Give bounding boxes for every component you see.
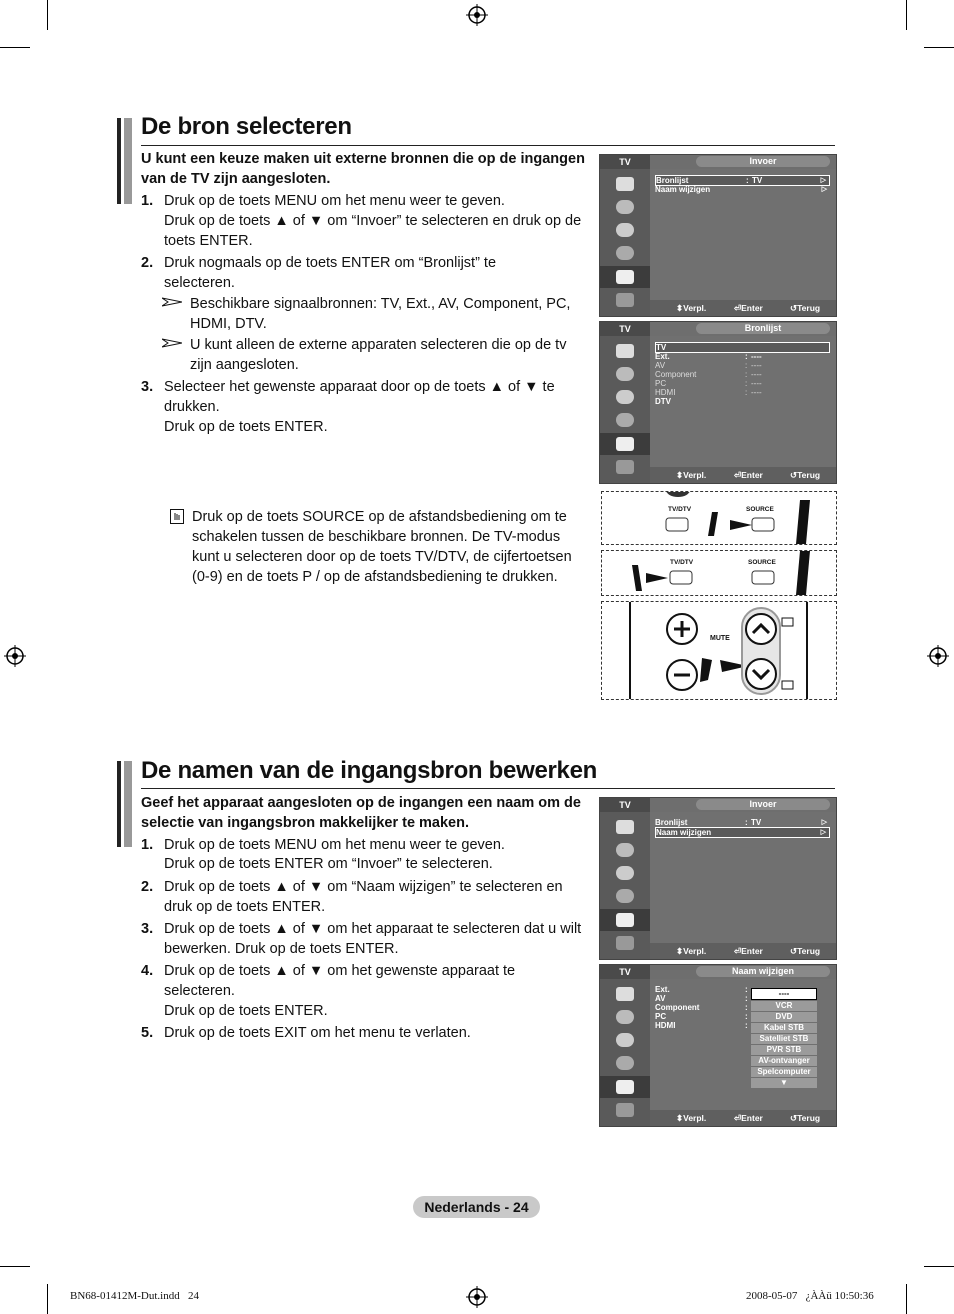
note-text: U kunt alleen de externe apparaten selecteren die op de tv zijn aangesloten. [190, 337, 567, 373]
step-line: Druk op de toets ENTER. [164, 419, 328, 435]
step-number: 4. [141, 963, 154, 979]
application-icon [616, 460, 634, 474]
osd-row[interactable]: TV [655, 342, 830, 353]
dropdown-option[interactable]: Kabel STB [751, 1023, 817, 1033]
step-number: 2. [141, 255, 154, 271]
source-label: SOURCE [748, 559, 776, 566]
mute-label: MUTE [710, 635, 730, 642]
channel-icon [616, 1033, 634, 1047]
osd-row[interactable]: Bronlijst : TV ▷ [655, 818, 827, 827]
osd-title: Invoer [696, 799, 830, 810]
section-intro: Geef het apparaat aangesloten op de ingangen een naam om de selectie van ingangsbron makkelijker te maken. [141, 795, 581, 831]
sound-icon [616, 843, 634, 857]
section-title: De namen van de ingangsbron bewerken [141, 757, 597, 784]
sound-icon [616, 1010, 634, 1024]
sound-icon [616, 367, 634, 381]
print-footer-right: 2008-05-07 ¿ÀÀü 10:50:36 [746, 1290, 874, 1302]
step-line: Druk op de toets ▲ of ▼ om “Invoer” te selecteren en druk op de toets ENTER. [164, 213, 582, 249]
note-arrow-icon [162, 297, 182, 307]
name-dropdown[interactable] [751, 988, 817, 1089]
osd-row[interactable]: HDMI : ---- [655, 388, 762, 397]
osd-sidebar [600, 336, 650, 483]
section-bar [124, 761, 132, 847]
picture-icon [616, 344, 634, 358]
source-label: SOURCE [746, 506, 774, 513]
osd-tv-tab: TV [600, 798, 650, 812]
remote-source-illustration [602, 492, 836, 544]
registration-mark-icon [466, 4, 488, 26]
osd-row[interactable]: Naam wijzigen ▷ [655, 827, 830, 838]
channel-icon [616, 223, 634, 237]
input-icon [616, 437, 634, 451]
step-number: 1. [141, 193, 154, 209]
osd-tv-tab: TV [600, 965, 650, 979]
setup-icon [616, 889, 634, 903]
picture-icon [616, 987, 634, 1001]
section-title: De bron selecteren [141, 113, 352, 140]
registration-mark-icon [927, 645, 949, 667]
osd-screen-naam-wijzigen [599, 964, 837, 1127]
application-icon [616, 293, 634, 307]
remote-channel-illustration [602, 602, 836, 699]
section-bar [117, 118, 121, 204]
application-icon [616, 1103, 634, 1117]
step-number: 3. [141, 921, 154, 937]
page-number: Nederlands - 24 [413, 1196, 540, 1218]
step-line: Druk op de toets ▲ of ▼ om het apparaat te selecteren dat u wilt bewerken. Druk op de toets ENTER. [164, 921, 582, 957]
osd-row[interactable]: AV : [655, 994, 748, 1003]
remote-illustration [601, 550, 837, 596]
tvdtv-label: TV/DTV [668, 506, 692, 513]
print-footer-left: BN68-01412M-Dut.indd 24 [70, 1290, 199, 1302]
osd-row[interactable]: DTV [655, 397, 671, 406]
dropdown-option[interactable]: DVD [751, 1012, 817, 1022]
osd-row[interactable]: Component : [655, 1003, 748, 1012]
osd-row[interactable]: HDMI : [655, 1021, 748, 1030]
osd-row[interactable]: Bronlijst : TV ▷ [655, 175, 830, 186]
remote-illustration [601, 601, 837, 700]
picture-icon [616, 177, 634, 191]
osd-footer: ⬍ Verpl. ⏎ Enter ↺ Terug [650, 1110, 836, 1126]
picture-icon [616, 820, 634, 834]
note-arrow-icon [162, 338, 182, 348]
step-line: Druk op de toets ▲ of ▼ om “Naam wijzigen” te selecteren en druk op de toets ENTER. [164, 879, 563, 915]
step-line: Druk op de toets EXIT om het menu te verlaten. [164, 1025, 471, 1041]
osd-row[interactable]: AV : ---- [655, 361, 762, 370]
registration-mark-icon [466, 1286, 488, 1308]
dropdown-option[interactable]: Satelliet STB [751, 1034, 817, 1044]
dropdown-option[interactable]: AV-ontvanger [751, 1056, 817, 1066]
section-bar [124, 118, 132, 204]
osd-row[interactable]: PC : ---- [655, 379, 762, 388]
osd-row[interactable]: Ext. : [655, 985, 748, 994]
step-line: Selecteer het gewenste apparaat door op de toets ▲ of ▼ te drukken. [164, 379, 555, 415]
osd-footer: ⬍ Verpl. ⏎ Enter ↺ Terug [650, 467, 836, 483]
osd-title: Naam wijzigen [696, 966, 830, 977]
step-number: 1. [141, 837, 154, 853]
step-number: 5. [141, 1025, 154, 1041]
channel-icon [616, 866, 634, 880]
remote-hand-icon [170, 509, 184, 524]
osd-row[interactable]: PC : [655, 1012, 748, 1021]
osd-screen-invoer [599, 797, 837, 960]
osd-screen-invoer [599, 154, 837, 317]
step-line: Druk op de toets ENTER om “Invoer” te selecteren. [164, 856, 493, 872]
osd-tv-tab: TV [600, 155, 650, 169]
dropdown-option[interactable]: PVR STB [751, 1045, 817, 1055]
remote-illustration [601, 491, 837, 545]
tvdtv-label: TV/DTV [670, 559, 694, 566]
input-icon [616, 913, 634, 927]
dropdown-option[interactable]: Spelcomputer [751, 1067, 817, 1077]
step-line: Druk op de toets ▲ of ▼ om het gewenste apparaat te selecteren. [164, 963, 516, 999]
setup-icon [616, 246, 634, 260]
remote-tip-text: Druk op de toets SOURCE op de afstandsbediening om te schakelen tussen de beschikbare bronnen. De TV-modus kunt u selecteren door op de toets TV/DTV, de cijfertoetsen (0-9) en de toets P / op de afstandsbediening te drukken. [192, 509, 572, 585]
dropdown-scroll-down-icon[interactable]: ▼ [751, 1078, 817, 1088]
dropdown-option[interactable]: ---- [751, 988, 817, 1000]
step-number: 3. [141, 379, 154, 395]
section-bar [117, 761, 121, 847]
osd-sidebar [600, 169, 650, 316]
channel-icon [616, 390, 634, 404]
application-icon [616, 936, 634, 950]
step-line: Druk op de toets MENU om het menu weer te geven. [164, 837, 505, 853]
dropdown-option[interactable]: VCR [751, 1001, 817, 1011]
note-text: Beschikbare signaalbronnen: TV, Ext., AV, Component, PC, HDMI, DTV. [190, 296, 571, 332]
osd-row[interactable]: Naam wijzigen ▷ [655, 185, 827, 194]
osd-sidebar [600, 979, 650, 1126]
osd-screen-bronlijst [599, 321, 837, 484]
remote-tvdtv-illustration [602, 551, 836, 595]
osd-title: Invoer [696, 156, 830, 167]
step-line: Druk op de toets ENTER. [164, 1003, 328, 1019]
sound-icon [616, 200, 634, 214]
registration-mark-icon [4, 645, 26, 667]
osd-title: Bronlijst [696, 323, 830, 334]
osd-sidebar [600, 812, 650, 959]
setup-icon [616, 413, 634, 427]
input-icon [616, 270, 634, 284]
osd-row[interactable]: Component : ---- [655, 370, 762, 379]
section-rule [141, 788, 835, 789]
section-intro: U kunt een keuze maken uit externe bronnen die op de ingangen van de TV zijn aangesloten. [141, 151, 585, 187]
section-rule [141, 145, 835, 146]
step-line: Druk op de toets MENU om het menu weer te geven. [164, 193, 505, 209]
osd-tv-tab: TV [600, 322, 650, 336]
setup-icon [616, 1056, 634, 1070]
osd-footer: ⬍ Verpl. ⏎ Enter ↺ Terug [650, 943, 836, 959]
step-line: Druk nogmaals op de toets ENTER om “Bronlijst” te selecteren. [164, 255, 497, 291]
osd-footer: ⬍ Verpl. ⏎ Enter ↺ Terug [650, 300, 836, 316]
input-icon [616, 1080, 634, 1094]
step-number: 2. [141, 879, 154, 895]
osd-row[interactable]: Ext. : ---- [655, 352, 762, 361]
